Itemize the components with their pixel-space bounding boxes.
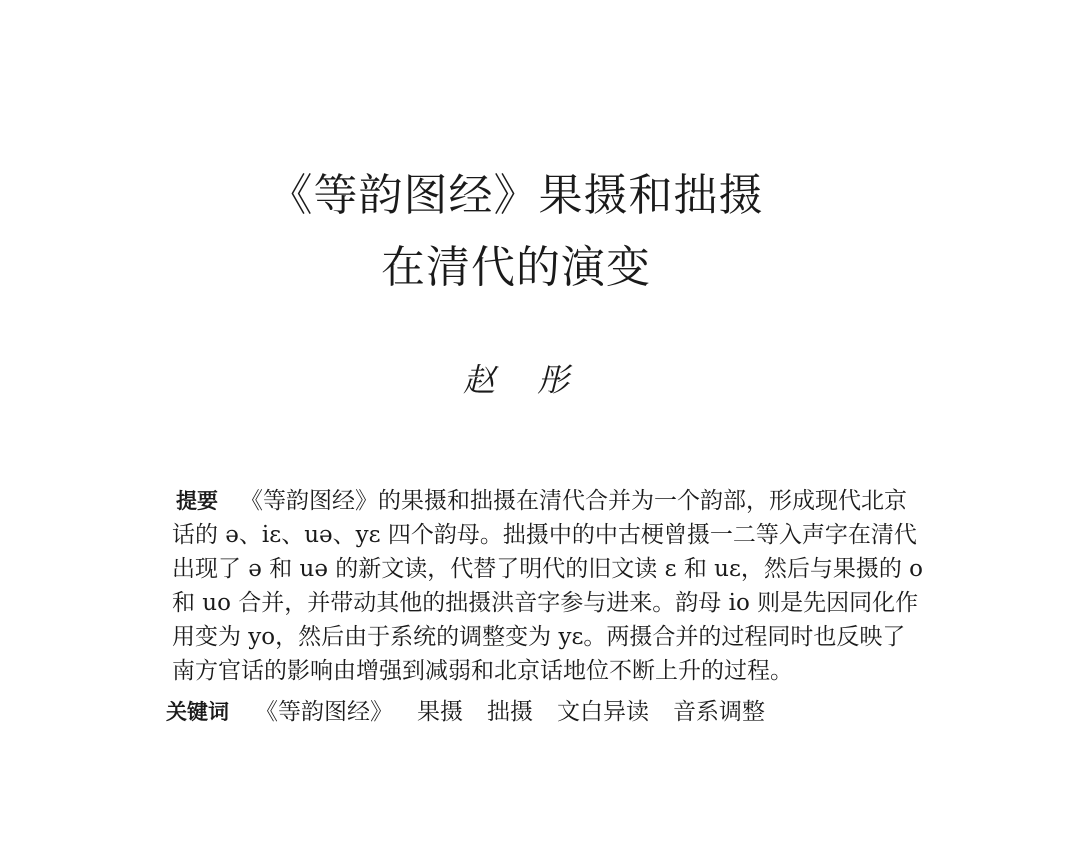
abstract-line: 用变为 yo，然后由于系统的调整变为 yɛ。两摄合并的过程同时也反映了 — [172, 624, 906, 650]
keyword: 拙摄 — [487, 699, 533, 725]
abstract-line: 出现了 ə 和 uə 的新文读，代替了明代的旧文读 ɛ 和 uɛ，然后与果摄的 o — [172, 556, 924, 582]
abstract-line: 和 uo 合并，并带动其他的拙摄洪音字参与进来。韵母 io 则是先因同化作 — [172, 590, 919, 616]
author-given-name: 彤 — [537, 361, 570, 399]
paper-title-line-1: 《等韵图经》果摄和拙摄 — [268, 170, 764, 221]
keywords — [166, 697, 789, 727]
keyword: 音系调整 — [673, 699, 765, 725]
author-name — [0, 361, 1032, 399]
abstract-line: 话的 ə、iɛ、uə、yɛ 四个韵母。拙摄中的中古梗曾摄一二等入声字在清代 — [172, 522, 917, 548]
keyword: 文白异读 — [557, 699, 649, 725]
abstract-line: 南方官话的影响由增强到减弱和北京话地位不断上升的过程。 — [172, 658, 793, 684]
paper-title-line-2: 在清代的演变 — [381, 242, 651, 293]
keywords-label: 关键词 — [166, 700, 229, 724]
keyword: 《等韵图经》 — [255, 699, 393, 725]
keyword: 果摄 — [417, 699, 463, 725]
abstract — [172, 484, 922, 688]
abstract-line — [172, 484, 922, 518]
author-surname: 赵 — [462, 361, 495, 399]
abstract-label: 提要 — [176, 489, 218, 513]
abstract-text: 《等韵图经》的果摄和拙摄在清代合并为一个韵部，形成现代北京 — [240, 488, 907, 514]
